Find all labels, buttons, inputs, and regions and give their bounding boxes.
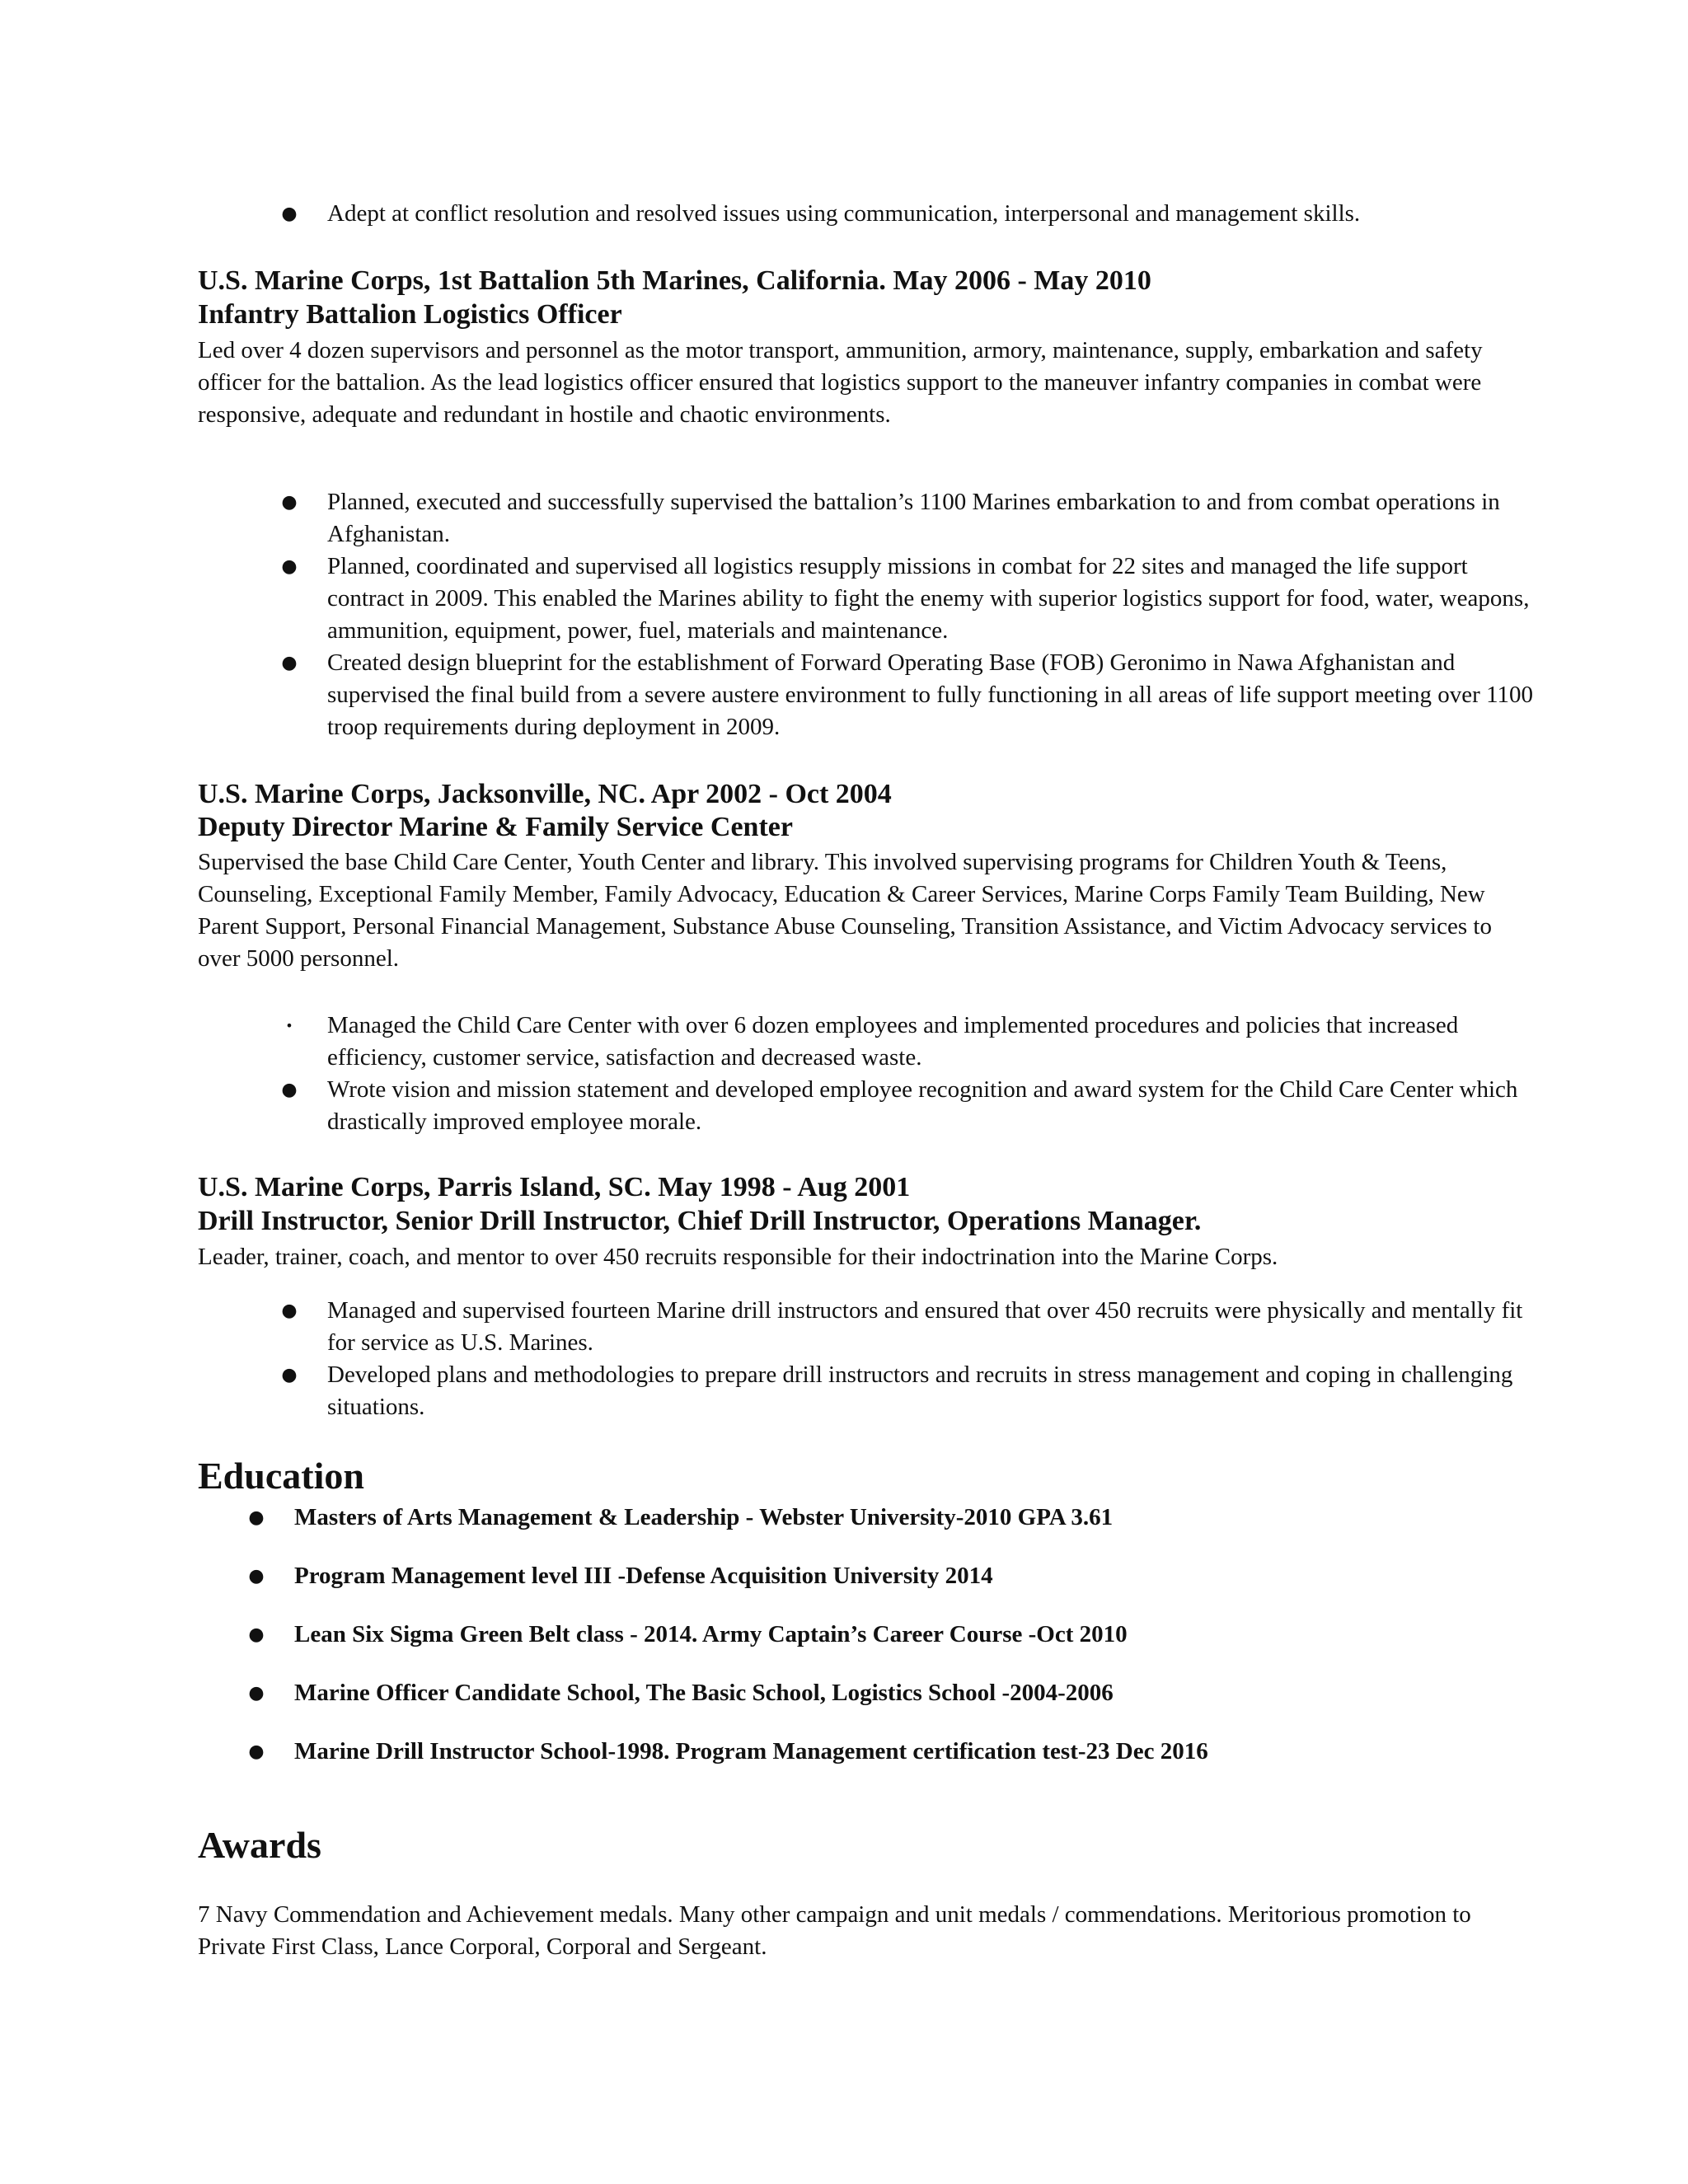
job-role: Deputy Director Marine & Family Service Center <box>198 812 793 842</box>
bullet-icon: ● <box>281 1080 298 1100</box>
job-header: U.S. Marine Corps, Jacksonville, NC. Apr 2002 - Oct 2004 <box>198 779 892 809</box>
bullet-icon: • <box>285 1018 293 1033</box>
bullet-icon: ● <box>281 653 298 673</box>
job-bullet-list <box>198 1010 1550 1138</box>
list-item <box>198 1560 1517 1619</box>
education-list <box>198 1502 1517 1794</box>
list-item <box>198 1736 1517 1794</box>
list-item <box>198 1619 1517 1677</box>
education-item: Program Management level III -Defense Acquisition University 2014 <box>294 1563 993 1589</box>
section-title-awards: Awards <box>198 1824 321 1866</box>
job-bullet-list <box>198 1295 1550 1423</box>
bullet-icon: ● <box>248 1507 265 1528</box>
list-item <box>198 1677 1517 1736</box>
job-role: Drill Instructor, Senior Drill Instructor, Chief Drill Instructor, Operations Manager. <box>198 1206 1202 1236</box>
bullet-icon: ● <box>281 1301 298 1321</box>
bullet-text: Developed plans and methodologies to prepare drill instructors and recruits in stress management and coping in challenging situations. <box>327 1361 1513 1420</box>
job-header: U.S. Marine Corps, 1st Battalion 5th Marines, California. May 2006 - May 2010 <box>198 265 1151 296</box>
bullet-icon: ● <box>248 1566 265 1586</box>
bullet-icon: ● <box>281 492 298 513</box>
job-role: Infantry Battalion Logistics Officer <box>198 299 622 330</box>
job-header: U.S. Marine Corps, Parris Island, SC. May 1998 - Aug 2001 <box>198 1172 911 1202</box>
list-item <box>231 1074 1550 1138</box>
education-item: Marine Officer Candidate School, The Basic School, Logistics School -2004-2006 <box>294 1680 1114 1706</box>
top-bullet-list <box>198 198 1550 230</box>
list-item <box>231 1295 1550 1359</box>
list-item <box>231 198 1550 230</box>
list-item <box>198 1502 1517 1560</box>
job-summary: Led over 4 dozen supervisors and personnel as the motor transport, ammunition, armory, maintenance, supply, embarkation and safety officer for the battalion. As the lead logistics officer ensured that logistics support to the maneuver infantry companies in combat were responsive, adequate and redundant in hostile and chaotic environments. <box>198 337 1483 428</box>
bullet-text: Managed and supervised fourteen Marine drill instructors and ensured that over 450 recruits were physically and mentally fit for service as U.S. Marines. <box>327 1297 1523 1356</box>
list-item <box>231 1359 1550 1423</box>
section-title-education: Education <box>198 1455 364 1497</box>
education-item: Masters of Arts Management & Leadership - Webster University-2010 GPA 3.61 <box>294 1504 1114 1530</box>
list-item <box>231 551 1550 647</box>
bullet-text: Managed the Child Care Center with over 6 dozen employees and implemented procedures and policies that increased efficiency, customer service, satisfaction and decreased waste. <box>327 1012 1459 1071</box>
awards-text: 7 Navy Commendation and Achievement medals. Many other campaign and unit medals / commendations. Meritorious promotion to Private First Class, Lance Corporal, Corporal and Sergeant. <box>198 1901 1471 1960</box>
job-bullet-list <box>198 486 1550 743</box>
bullet-icon: ● <box>281 556 298 577</box>
education-item: Marine Drill Instructor School-1998. Program Management certification test-23 Dec 2016 <box>294 1738 1208 1765</box>
list-item <box>231 1010 1550 1074</box>
job-summary: Leader, trainer, coach, and mentor to over 450 recruits responsible for their indoctrination into the Marine Corps. <box>198 1244 1278 1270</box>
list-item <box>231 486 1550 551</box>
bullet-icon: ● <box>248 1741 265 1762</box>
list-item <box>231 647 1550 743</box>
bullet-icon: ● <box>248 1624 265 1645</box>
education-item: Lean Six Sigma Green Belt class - 2014. Army Captain’s Career Course -Oct 2010 <box>294 1621 1128 1647</box>
bullet-text: Planned, executed and successfully supervised the battalion’s 1100 Marines embarkation to and from combat operations in Afghanistan. <box>327 489 1500 547</box>
bullet-icon: ● <box>281 1365 298 1385</box>
bullet-text: Wrote vision and mission statement and developed employee recognition and award system for the Child Care Center which drastically improved employee morale. <box>327 1076 1518 1135</box>
job-summary: Supervised the base Child Care Center, Youth Center and library. This involved supervising programs for Children Youth & Teens, Counseling, Exceptional Family Member, Family Advocacy, Education & Career Services, Marine Corps Family Team Building, New Parent Support, Personal Financial Management, Substance Abuse Counseling, Transition Assistance, and Victim Advocacy services to over 5000 personnel. <box>198 849 1492 972</box>
bullet-text: Planned, coordinated and supervised all logistics resupply missions in combat for 22 sites and managed the life support contract in 2009. This enabled the Marines ability to fight the enemy with superior logistics support for food, water, weapons, ammunition, equipment, power, fuel, materials and maintenance. <box>327 553 1530 644</box>
bullet-icon: ● <box>281 204 298 224</box>
bullet-text: Adept at conflict resolution and resolved issues using communication, interpersonal and management skills. <box>327 200 1361 227</box>
bullet-text: Created design blueprint for the establishment of Forward Operating Base (FOB) Geronimo in Nawa Afghanistan and supervised the final build from a severe austere environment to fully functioning in all areas of life support meeting over 1100 troop requirements during deployment in 2009. <box>327 649 1533 740</box>
bullet-icon: ● <box>248 1683 265 1704</box>
